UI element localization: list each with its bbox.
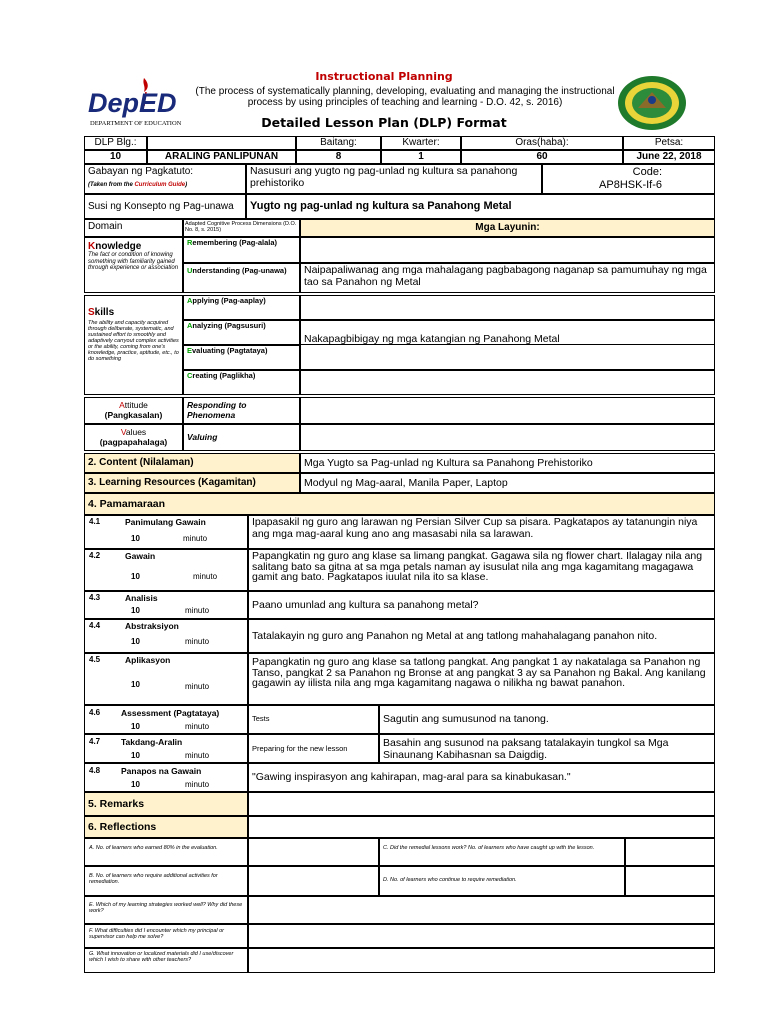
- dlp-number: 10: [84, 150, 147, 164]
- header-description: (The process of systematically planning, developing, evaluating and managing the instructional process by using principles of teaching and learning - D.O. 42, s. 2016): [195, 86, 615, 108]
- attitude-dimension: Responding to Phenomena: [183, 397, 300, 424]
- subject-label: [147, 136, 296, 150]
- reflection-g: G. What innovation or localized materials did I use/discover which I wish to share with other teachers?: [84, 948, 248, 973]
- step-4-8-label: 4.8 Panapos na Gawain 10 minuto: [84, 763, 248, 792]
- baitang-label: Baitang:: [296, 136, 381, 150]
- susi-value: Yugto ng pag-unlad ng kultura sa Panahong Metal: [246, 194, 715, 219]
- logo-subtext: DEPARTMENT OF EDUCATION: [90, 120, 182, 127]
- evaluating-objective: [300, 345, 715, 370]
- gabayan-cell: [84, 164, 246, 194]
- step-4-3-text: Paano umunlad ang kultura sa panahong metal?: [248, 591, 715, 619]
- step-4-4-label: 4.4 Abstraksiyon 10 minuto: [84, 619, 248, 653]
- layunin-header: Mga Layunin:: [300, 219, 715, 237]
- reflection-d: D. No. of learners who continue to require remediation.: [379, 866, 625, 896]
- knowledge-cell: [84, 237, 183, 293]
- values-dimension: Valuing: [183, 424, 300, 451]
- creating-cell: Creating (Paglikha): [183, 370, 300, 395]
- reflections-value: [248, 816, 715, 838]
- resources-value: Modyul ng Mag-aaral, Manila Paper, Laptop: [300, 473, 715, 493]
- petsa-value: June 22, 2018: [623, 150, 715, 164]
- step-4-2-label: 4.2 Gawain 10 minuto: [84, 549, 248, 591]
- code-label: Code:: [632, 166, 662, 178]
- domain-label: Domain: [84, 219, 183, 237]
- step-4-1-text: Ipapasakil ng guro ang larawan ng Persian Silver Cup sa pisara. Pagkatapos ay tatanungin niya ang mga mag-aaral kung ano ang masasabi nila sa larawan.: [248, 515, 715, 549]
- code-cell: [542, 164, 715, 194]
- logo-text: DepED: [88, 88, 177, 118]
- skills-title: Skills: [88, 307, 115, 318]
- attitude-sub: (Pangkasalan): [104, 409, 163, 420]
- petsa-label: Petsa:: [623, 136, 715, 150]
- values-objective: [300, 424, 715, 451]
- kwarter-label: Kwarter:: [381, 136, 461, 150]
- reflection-c: C. Did the remedial lessons work? No. of learners who have caught up with the lesson.: [379, 838, 625, 866]
- dlp-label: DLP Blg.:: [84, 136, 147, 150]
- evaluating-cell: Evaluating (Pagtataya): [183, 345, 300, 370]
- content-value: Mga Yugto sa Pag-unlad ng Kultura sa Panahong Prehistoriko: [300, 453, 715, 473]
- applying-objective: [300, 295, 715, 320]
- header-title: Instructional Planning: [315, 70, 453, 83]
- step-4-4-text: Tatalakayin ng guro ang Panahon ng Metal at ang tatlong mahahalagang panahon nito.: [248, 619, 715, 653]
- reflection-b: B. No. of learners who require additional activities for remediation.: [84, 866, 248, 896]
- attitude-objective: [300, 397, 715, 424]
- step-4-6-sub: Tests: [248, 705, 379, 734]
- resources-label: 3. Learning Resources (Kagamitan): [84, 473, 300, 493]
- reflections-label: 6. Reflections: [84, 816, 248, 838]
- applying-cell: Applying (Pag-aaplay): [183, 295, 300, 320]
- analyzing-cell: Analyzing (Pagsusuri): [183, 320, 300, 345]
- skills-desc: The ability and capacity acquired through deliberate, systematic, and sustained effort to smoothly and adaptively carryout complex activities or the ability, coming from one's knowledge, practice, aptitude, etc., to do something: [88, 320, 179, 362]
- understanding-cell: Understanding (Pag-unawa): [183, 263, 300, 293]
- attitude-cell: [84, 397, 183, 424]
- gabayan-value: Nasusuri ang yugto ng pag-unlad ng kultura sa panahong prehistoriko: [246, 164, 542, 194]
- remarks-value: [248, 792, 715, 816]
- baitang-value: 8: [296, 150, 381, 164]
- attitude-title: Attitude: [119, 400, 148, 410]
- knowledge-title: Knowledge: [88, 241, 142, 252]
- reflection-a-answer: [248, 838, 379, 866]
- oras-label: Oras(haba):: [461, 136, 623, 150]
- step-4-5-text: Papangkatin ng guro ang klase sa tatlong pangkat. Ang pangkat 1 ay nakatalaga sa Panahon ng Tanso, pangkat 2 sa Panahon ng Bronse at ang pangkat 3 ay sa Panahon ng Bakal. Ang kanilang gagawin ay iilista nila ang mga kagamitang nagawa o nilikha ng bawat panahon.: [248, 653, 715, 705]
- values-sub: (pagpapahalaga): [99, 436, 168, 447]
- code-value: AP8HSK-If-6: [599, 179, 662, 191]
- step-4-7-label: 4.7 Takdang-Aralin 10 minuto: [84, 734, 248, 763]
- step-4-6-text: Sagutin ang sumusunod na tanong.: [379, 705, 715, 734]
- values-cell: [84, 424, 183, 451]
- reflection-e-answer: [248, 896, 715, 924]
- step-4-7-sub: Preparing for the new lesson: [248, 734, 379, 763]
- reflection-d-answer: [625, 866, 715, 896]
- step-4-8-text: "Gawing inspirasyon ang kahirapan, mag-aral para sa kinabukasan.": [248, 763, 715, 792]
- step-4-3-label: 4.3 Analisis 10 minuto: [84, 591, 248, 619]
- reflection-e: E. Which of my learning strategies worked well? Why did these work?: [84, 896, 248, 924]
- kwarter-value: 1: [381, 150, 461, 164]
- reflection-f: F. What difficulties did I encounter which my principal or supervisor can help me solve?: [84, 924, 248, 948]
- step-4-1-label: 4.1 Panimulang Gawain 10 minuto: [84, 515, 248, 549]
- skills-objective: Nakapagbibigay ng mga katangian ng Panahong Metal: [300, 320, 715, 345]
- step-4-6-label: 4.6 Assessment (Pagtataya) 10 minuto: [84, 705, 248, 734]
- dlp-title: Detailed Lesson Plan (DLP) Format: [261, 115, 507, 130]
- knowledge-desc: The fact or condition of knowing something with familiarity gained through experience or association: [88, 252, 179, 271]
- step-4-5-label: 4.5 Aplikasyon 10 minuto: [84, 653, 248, 705]
- gabayan-source: (Taken from the Curriculum Guide): [88, 182, 188, 188]
- step-4-2-text: Papangkatin ng guro ang klase sa limang pangkat. Gagawa sila ng flower chart. Ilalagay nila ang salitang bato sa gitna at sa mga petals naman ay isusulat nila ang mga kagamitang magagawa gamit ang bato. Pagkatapos iuulat nila ito sa klase.: [248, 549, 715, 591]
- subject-value: ARALING PANLIPUNAN: [147, 150, 296, 164]
- remarks-label: 5. Remarks: [84, 792, 248, 816]
- knowledge-objective: Naipapaliwanag ang mga mahalagang pagbabagong naganap sa pamumuhay ng mga tao sa Panahon ng Metal: [300, 263, 715, 293]
- content-label: 2. Content (Nilalaman): [84, 453, 300, 473]
- remembering-objective: [300, 237, 715, 263]
- reflection-a: A. No. of learners who earned 80% in the evaluation.: [84, 838, 248, 866]
- skills-cell: [84, 295, 183, 395]
- creating-objective: [300, 370, 715, 395]
- remembering-cell: Remembering (Pag-alala): [183, 237, 300, 263]
- step-4-7-text: Basahin ang susunod na paksang tatalakayin tungkol sa Mga Sinaunang Kabihasnan sa Daigdig.: [379, 734, 715, 763]
- oras-value: 60: [461, 150, 623, 164]
- reflection-f-answer: [248, 924, 715, 948]
- susi-label: Susi ng Konsepto ng Pag-unawa: [84, 194, 246, 219]
- values-title: Values: [120, 427, 147, 437]
- reflection-b-answer: [248, 866, 379, 896]
- adapted-cell: Adapted Cognitive Process Dimensions (D.O. No. 8, s. 2015): [183, 219, 300, 237]
- pamamaraan-header: 4. Pamamaraan: [84, 493, 715, 515]
- reflection-g-answer: [248, 948, 715, 973]
- reflection-c-answer: [625, 838, 715, 866]
- gabayan-label: Gabayan ng Pagkatuto:: [88, 166, 194, 177]
